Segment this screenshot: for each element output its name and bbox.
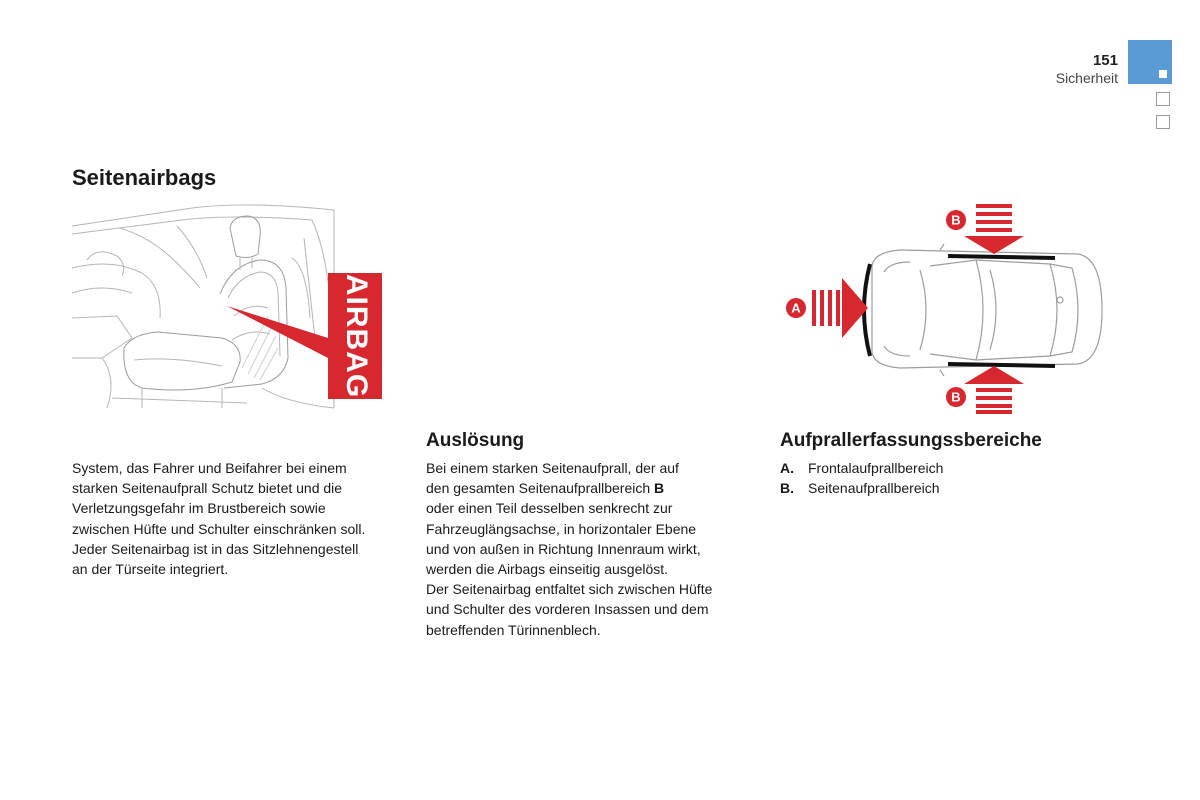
ausloesung-line: und Schulter des vorderen Insassen und dem [426,601,709,618]
legend-key: B. [780,480,794,497]
airbag-pointer-icon [227,306,328,358]
ausloesung-line: Fahrzeuglängsachse, in horizontaler Ebene [426,520,697,537]
car-top-view [872,244,1102,376]
zones-heading: Aufprallerfassungssbereiche [780,430,1042,451]
legend-item [780,458,943,478]
arrow-b-bottom-icon [964,366,1024,414]
tab-marker-icon [1159,70,1167,78]
intro-line: zwischen Hüfte und Schulter einschränken soll. [72,520,366,537]
intro-line: an der Türseite integriert. [72,561,229,578]
label-b-top: B [951,212,961,228]
side-impact-zone-bottom [948,364,1055,366]
airbag-label: AIRBAG [340,273,374,399]
section-tab-active [1128,40,1172,84]
ausloesung-line: werden die Airbags einseitig ausgelöst. [426,561,669,578]
arrow-a-icon [812,278,868,338]
intro-line: Jeder Seitenairbag ist in das Sitzlehnengestell [72,540,359,557]
legend-item [780,478,943,498]
ausloesung-line-text: den gesamten Seitenaufprallbereich [426,480,655,497]
intro-line: Verletzungsgefahr im Brustbereich sowie [72,500,326,517]
ausloesung-line-mixed [426,478,766,498]
zone-b-reference: B [654,480,665,497]
ausloesung-line: Bei einem starken Seitenaufprall, der auf [426,460,679,476]
intro-line: System, das Fahrer und Beifahrer bei einem [72,460,347,476]
page-title: Seitenairbags [72,165,217,190]
section-title: Sicherheit [1055,70,1118,86]
ausloesung-line: betreffenden Türinnenblech. [426,621,601,638]
seat-airbag-illustration [72,198,384,418]
section-tab-2 [1156,92,1170,106]
legend-text: Frontalaufprallbereich [808,460,944,476]
intro-line: starken Seitenaufprall Schutz bietet und die [72,480,343,497]
ausloesung-line: oder einen Teil desselben senkrecht zur [426,500,673,517]
label-a: A [791,300,801,316]
ausloesung-paragraph [426,458,766,640]
intro-paragraph [72,458,412,579]
ausloesung-line: und von außen in Richtung Innenraum wirkt, [426,540,701,557]
side-impact-zone-top [948,256,1055,258]
section-tab-3 [1156,115,1170,129]
impact-zones-diagram [780,200,1110,415]
page-number: 151 [1092,52,1118,69]
arrow-b-top-icon [964,204,1024,254]
legend-key: A. [780,460,794,476]
label-b-bottom: B [951,389,961,405]
ausloesung-line: Der Seitenairbag entfaltet sich zwischen Hüfte [426,581,713,598]
zones-legend [780,458,943,498]
legend-text: Seitenaufprallbereich [808,480,940,497]
ausloesung-heading: Auslösung [426,430,525,451]
